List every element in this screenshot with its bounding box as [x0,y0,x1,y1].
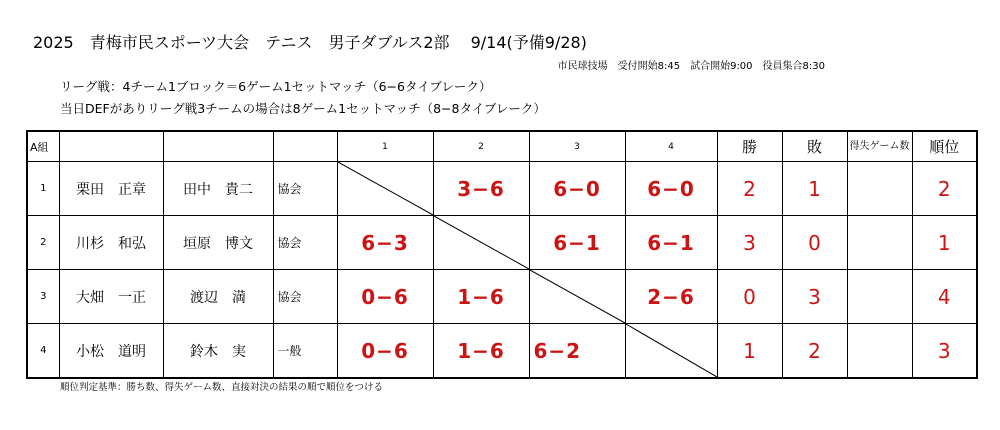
team-number: 1 [27,162,59,216]
col-header-losses: 敗 [782,131,847,162]
losses-count: 1 [782,162,847,216]
match-score: 6−0 [529,162,625,216]
club-name: 一般 [273,324,337,379]
match-score: 6−1 [625,216,717,270]
match-score: 3−6 [433,162,529,216]
group-label: A組 [27,131,59,162]
player1-name: 栗田 正章 [59,162,163,216]
ranking-criteria-note: 順位判定基準：勝ち数、得失ゲーム数、直接対決の結果の順で順位をつける [60,382,384,393]
player2-name: 垣原 博文 [163,216,273,270]
col-header-4: 4 [625,131,717,162]
rank-value: 4 [912,270,977,324]
player2-name: 鈴木 実 [163,324,273,379]
page-title: 2025 青梅市民スポーツ大会 テニス 男子ダブルス2部 9/14(予備9/28) [33,33,587,52]
club-name: 協会 [273,270,337,324]
wins-count: 1 [717,324,782,379]
wins-count: 3 [717,216,782,270]
rank-value: 1 [912,216,977,270]
table-row [27,216,977,270]
diagonal-cell [529,270,625,324]
col-header-games: 得失ゲーム数 [847,131,912,162]
diagonal-cell [433,216,529,270]
col-header-wins: 勝 [717,131,782,162]
table-row [27,324,977,379]
diagonal-cell [625,324,717,379]
header-blank [163,131,273,162]
col-header-1: 1 [337,131,433,162]
player1-name: 小松 道明 [59,324,163,379]
games-diff [847,270,912,324]
col-header-3: 3 [529,131,625,162]
table-row [27,270,977,324]
games-diff [847,216,912,270]
col-header-2: 2 [433,131,529,162]
header-blank [273,131,337,162]
match-score: 0−6 [337,270,433,324]
games-diff [847,162,912,216]
player1-name: 川杉 和弘 [59,216,163,270]
losses-count: 3 [782,270,847,324]
team-number: 4 [27,324,59,379]
match-score: 6−0 [625,162,717,216]
team-number: 3 [27,270,59,324]
match-score: 1−6 [433,270,529,324]
games-diff [847,324,912,379]
table-row [27,162,977,216]
match-score: 6−3 [337,216,433,270]
header-blank [59,131,163,162]
diagonal-cell [337,162,433,216]
venue-info: 市民球技場 受付開始8:45 試合開始9:00 役員集合8:30 [557,61,825,72]
match-score: 6−2 [529,324,625,379]
team-number: 2 [27,216,59,270]
match-score: 2−6 [625,270,717,324]
match-score: 1−6 [433,324,529,379]
player2-name: 田中 貴二 [163,162,273,216]
club-name: 協会 [273,162,337,216]
rule-line-2: 当日DEFがありリーグ戦3チームの場合は8ゲーム1セットマッチ（8−8タイブレーク） [60,101,546,116]
player1-name: 大畑 一正 [59,270,163,324]
rank-value: 2 [912,162,977,216]
match-score: 6−1 [529,216,625,270]
player2-name: 渡辺 満 [163,270,273,324]
col-header-rank: 順位 [912,131,977,162]
losses-count: 0 [782,216,847,270]
rank-value: 3 [912,324,977,379]
losses-count: 2 [782,324,847,379]
club-name: 協会 [273,216,337,270]
match-score: 0−6 [337,324,433,379]
wins-count: 0 [717,270,782,324]
league-table [26,130,978,379]
wins-count: 2 [717,162,782,216]
rule-line-1: リーグ戦：4チーム1ブロック＝6ゲーム1セットマッチ（6−6タイブレーク） [60,79,492,94]
table-header-row [27,131,977,162]
